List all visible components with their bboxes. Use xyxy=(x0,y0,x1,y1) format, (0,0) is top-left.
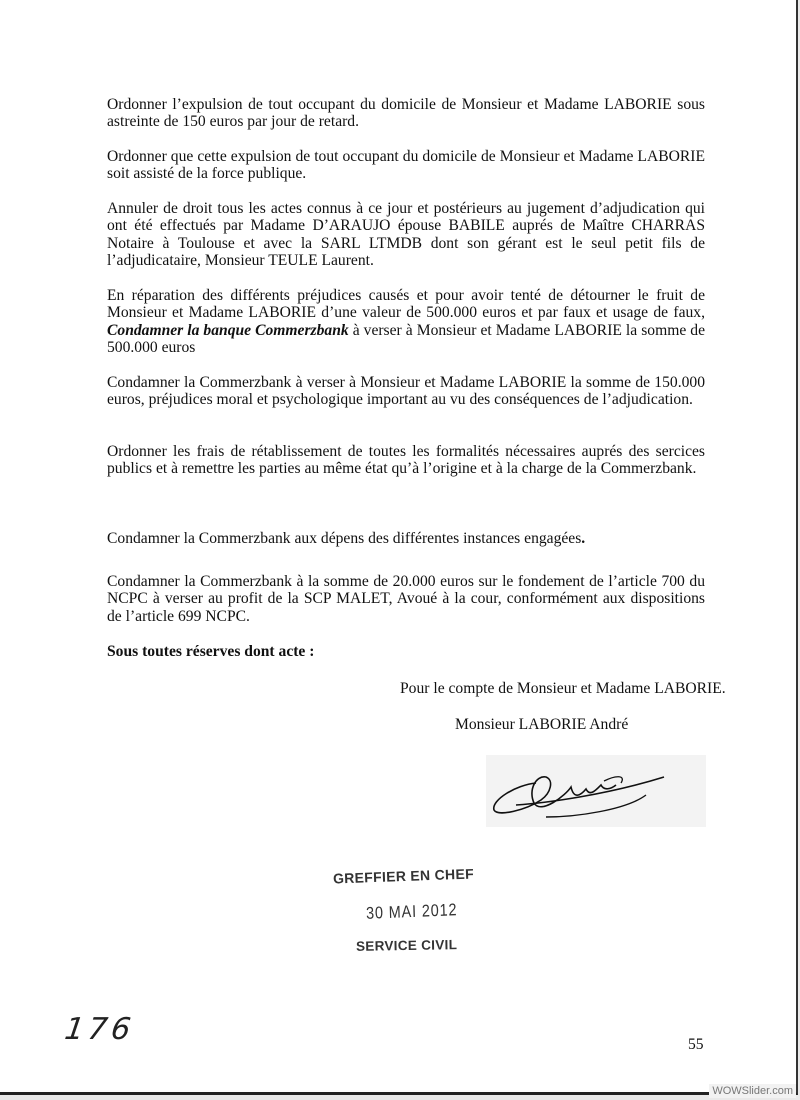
stamp-date: 30 MAI 2012 xyxy=(365,900,458,923)
paragraph-reparation xyxy=(107,287,705,357)
signature-icon xyxy=(486,755,706,827)
depens-text: Condamner la Commerzbank aux dépens des différentes instances engagées xyxy=(107,530,582,547)
stamp-service: SERVICE CIVIL xyxy=(355,937,458,954)
reparation-emphasis: Condamner la banque Commerzbank xyxy=(107,321,349,339)
signatory-name: Monsieur LABORIE André xyxy=(455,716,629,733)
reparation-rest: à verser à Monsieur et Madame LABORIE la somme de 500.000 euros xyxy=(107,321,705,357)
paragraph-expulsion: Ordonner l’expulsion de tout occupant du domicile de Monsieur et Madame LABORIE sous astreinte de 150 euros par jour de retard. xyxy=(107,96,705,131)
paragraph-article-700: Condamner la Commerzbank à la somme de 20.000 euros sur le fondement de l’article 700 du NCPC à verser au profit de la SCP MALET, Avoué à la cour, conformément aux dispositions de l’article 699 NCPC. xyxy=(107,573,705,625)
depens-end: . xyxy=(581,530,586,547)
reparation-intro: En réparation des différents préjudices causés et pour avoir tenté de détourner le fruit de Monsieur et Madame LABORIE d’une valeur de 500.000 euros et par faux et usage de faux, xyxy=(107,287,705,322)
paragraph-frais: Ordonner les frais de rétablissement de toutes les formalités nécessaires auprés des sercices publics et à remettre les parties au même état qu’à l’origine et à la charge de la Commerzbank. xyxy=(107,443,705,478)
paragraph-annuler-actes: Annuler de droit tous les actes connus à ce jour et postérieurs au jugement d’adjudication qui ont été effectués par Madame D’ARAUJO épouse BABILE auprés de Maître CHARRAS Notaire à Toulouse et avec la SARL LTMDB dont son gérant est le seul petit fils de l’adjudicataire, Monsieur TEULE Laurent. xyxy=(107,200,705,270)
paragraph-depens xyxy=(107,530,705,547)
handwritten-number: 176 xyxy=(62,1012,137,1047)
paragraph-force-publique: Ordonner que cette expulsion de tout occupant du domicile de Monsieur et Madame LABORIE soit assisté de la force publique. xyxy=(107,148,705,183)
stamp-greffier: GREFFIER EN CHEF xyxy=(332,865,475,887)
watermark: WOWSlider.com xyxy=(709,1084,796,1098)
paragraph-prejudice-moral: Condamner la Commerzbank à verser à Monsieur et Madame LABORIE la somme de 150.000 euros, préjudices moral et psychologique important au vu des conséquences de l’adjudication. xyxy=(107,374,705,409)
reserves-heading: Sous toutes réserves dont acte : xyxy=(107,643,315,660)
pour-compte: Pour le compte de Monsieur et Madame LABORIE. xyxy=(400,680,726,697)
signature-image xyxy=(486,755,706,827)
page-number: 55 xyxy=(688,1036,704,1053)
